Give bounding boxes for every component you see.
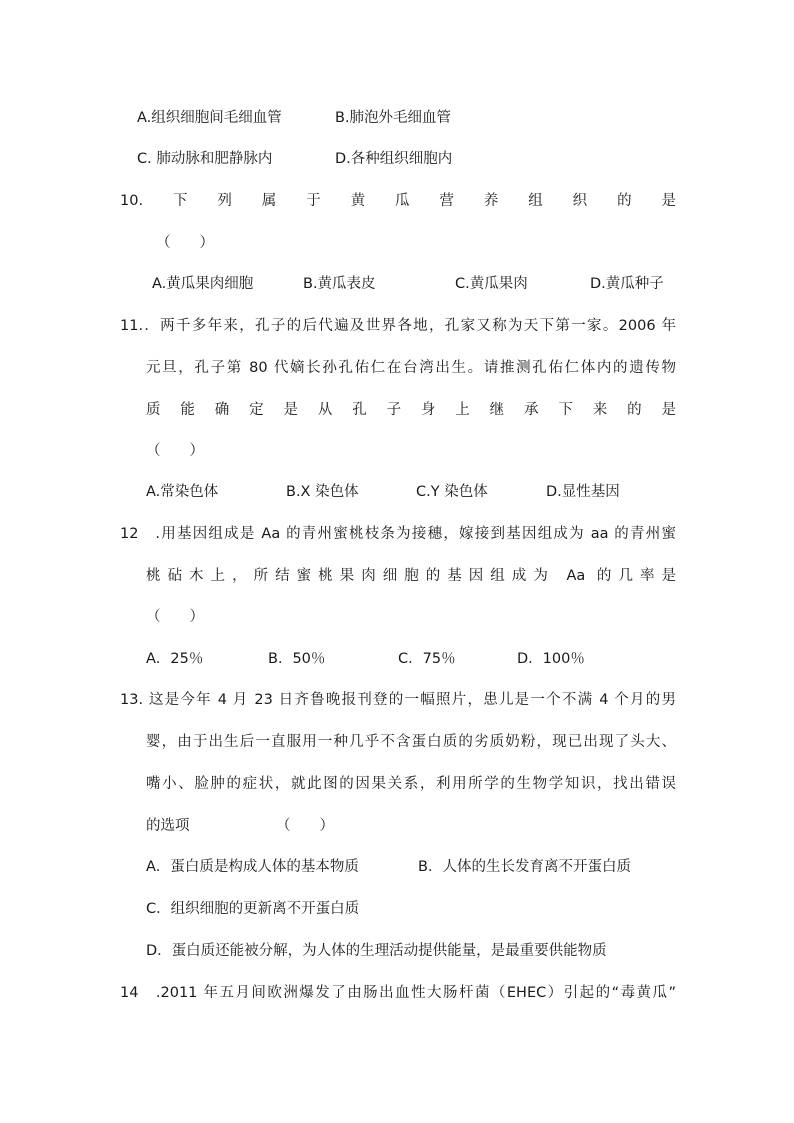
q11-option-b: B.X 染色体 [286,484,359,500]
q12-line-2: 桃砧木上，所结蜜桃果肉细胞的基因组成为 Aa 的几率是 [146,568,676,584]
q12-option-c: C．75％ [398,651,456,667]
q14-line-1: 14 .2011 年五月间欧洲爆发了由肠出血性大肠杆菌（EHEC）引起的“毒黄瓜” [120,985,676,1001]
q10-option-d: D.黄瓜种子 [590,276,664,292]
q9-option-a: A.组织细胞间毛细血管 [137,110,282,126]
q10-answer-paren: （ ） [156,235,214,251]
q13-line-4: 的选项 [146,818,190,834]
q11-option-a: A.常染色体 [146,484,219,500]
q13-option-b: B．人体的生长发育离不开蛋白质 [418,859,631,875]
q12-line-1: 12 .用基因组成是 Aa 的青州蜜桃枝条为接穗，嫁接到基因组成为 aa 的青州蜜 [120,526,676,542]
q12-option-a: A．25％ [146,651,204,667]
q13-option-c: C．组织细胞的更新离不开蛋白质 [146,901,360,917]
q10-option-a: A.黄瓜果肉细胞 [152,276,254,292]
q9-option-c: C. 肺动脉和肥静脉内 [137,151,273,167]
q9-option-b: B.肺泡外毛细血管 [335,110,452,126]
q11-line-1: 11.．两千多年来，孔子的后代遍及世界各地，孔家又称为天下第一家。2006 年 [120,318,676,334]
q11-option-d: D.显性基因 [546,484,620,500]
q10-option-b: B.黄瓜表皮 [303,276,376,292]
q11-answer-paren: （ ） [146,443,204,459]
q12-option-d: D．100％ [517,651,585,667]
q11-line-2: 元旦，孔子第 80 代嫡长孙孔佑仁在台湾出生。请推测孔佑仁体内的遗传物 [146,360,676,376]
q13-line-3: 嘴小、脸肿的症状，就此图的因果关系，利用所学的生物学知识，找出错误 [146,776,676,792]
q13-option-d: D．蛋白质还能被分解，为人体的生理活动提供能量，是最重要供能物质 [146,943,607,959]
q13-line-2: 婴，由于出生后一直服用一种几乎不含蛋白质的劣质奶粉，现已出现了头大、 [146,734,676,750]
q13-option-a: A．蛋白质是构成人体的基本物质 [146,859,359,875]
q13-line-1: 13. 这是今年 4 月 23 日齐鲁晚报刊登的一幅照片，患儿是一个不满 4 个月的男 [120,692,676,708]
q10-option-c: C.黄瓜果肉 [455,276,528,292]
q12-option-b: B．50％ [268,651,326,667]
q9-option-d: D.各种组织细胞内 [335,151,453,167]
q13-answer-paren: （ ） [276,818,334,834]
q10-stem: 10. 下 列 属 于 黄 瓜 营 养 组 织 的 是 [120,193,676,209]
q11-line-3: 质能确定是从孔子身上继承下来的是 [146,402,676,418]
q12-answer-paren: （ ） [146,609,204,625]
q11-option-c: C.Y 染色体 [416,484,488,500]
